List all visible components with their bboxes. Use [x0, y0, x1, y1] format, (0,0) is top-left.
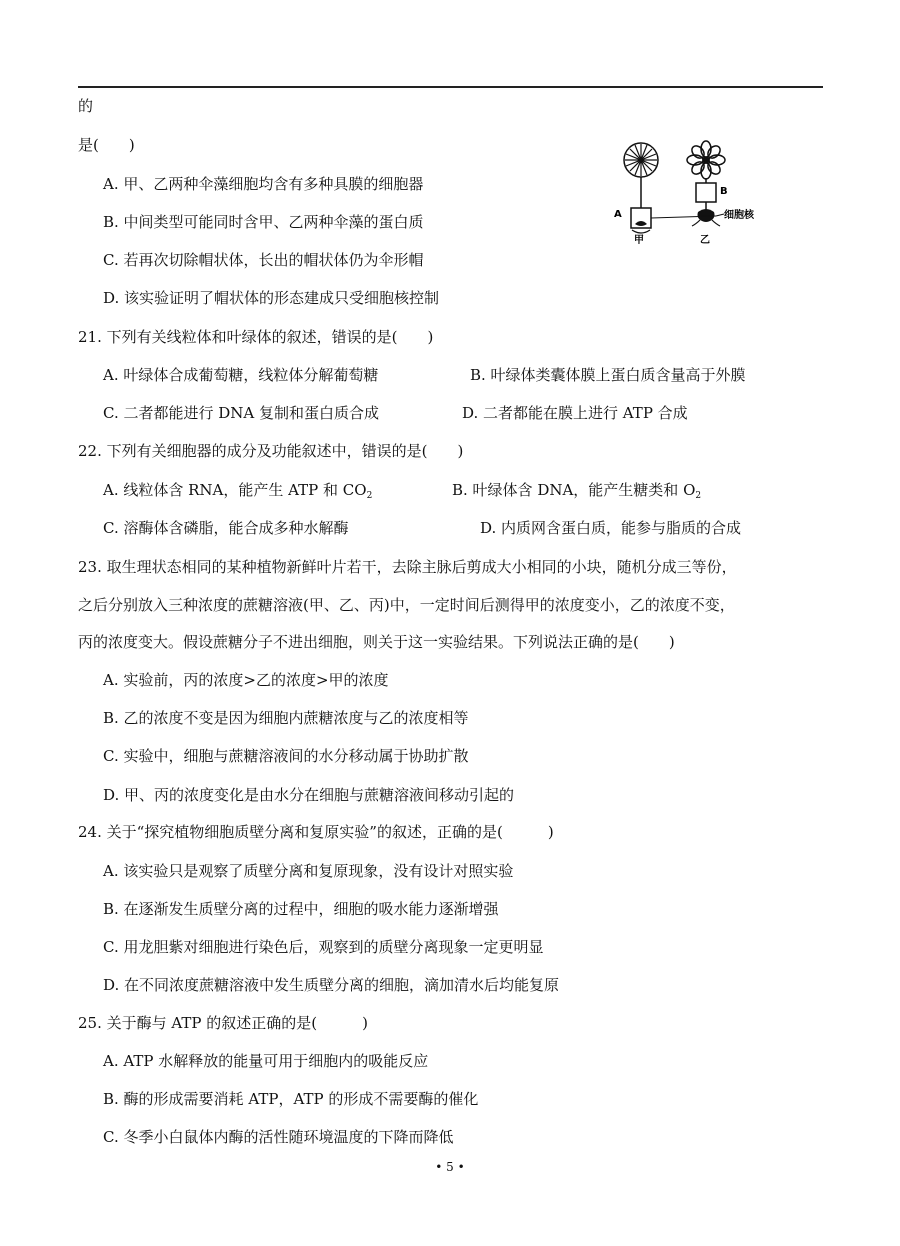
figure-label-b: B	[720, 186, 728, 197]
q21-stem: 21. 下列有关线粒体和叶绿体的叙述，错误的是( )	[78, 328, 434, 346]
q21-option-d: D. 二者都能在膜上进行 ATP 合成	[462, 404, 688, 422]
q25-option-b: B. 酶的形成需要消耗 ATP，ATP 的形成不需要酶的催化	[103, 1090, 479, 1108]
q22-option-a-text: A. 线粒体含 RNA，能产生 ATP 和 CO	[103, 481, 367, 499]
q20-option-c: C. 若再次切除帽状体，长出的帽状体仍为伞形帽	[103, 251, 424, 269]
q24-stem: 24. 关于“探究植物细胞质壁分离和复原实验”的叙述，正确的是( )	[78, 823, 554, 841]
flower-cap-icon	[687, 141, 725, 179]
q23-option-d: D. 甲、丙的浓度变化是由水分在细胞与蔗糖溶液间移动引起的	[103, 786, 515, 804]
q23-option-b: B. 乙的浓度不变是因为细胞内蔗糖浓度与乙的浓度相等	[103, 709, 469, 727]
q23-option-a: A. 实验前，丙的浓度>乙的浓度>甲的浓度	[103, 671, 389, 689]
q23-stem-line-1: 23. 取生理状态相同的某种植物新鲜叶片若干，去除主脉后剪成大小相同的小块，随机分成三等份，	[78, 558, 737, 576]
q24-option-c: C. 用龙胆紫对细胞进行染色后，观察到的质壁分离现象一定更明显	[103, 938, 544, 956]
figure-label-nucleus: 细胞核	[724, 210, 754, 221]
q23-stem-line-2: 之后分别放入三种浓度的蔗糖溶液(甲、乙、丙)中，一定时间后测得甲的浓度变小，乙的浓度不变，	[78, 596, 735, 614]
umbrella-cap-icon	[624, 143, 658, 177]
q25-option-a: A. ATP 水解释放的能量可用于细胞内的吸能反应	[103, 1052, 429, 1070]
q22-stem: 22. 下列有关细胞器的成分及功能叙述中，错误的是( )	[78, 442, 464, 460]
q20-option-a: A. 甲、乙两种伞藻细胞均含有多种具膜的细胞器	[103, 175, 424, 193]
q21-option-c: C. 二者都能进行 DNA 复制和蛋白质合成	[103, 404, 380, 422]
q21-option-b: B. 叶绿体类囊体膜上蛋白质含量高于外膜	[470, 366, 746, 384]
figure-label-yi: 乙	[700, 235, 710, 246]
q20-option-b: B. 中间类型可能同时含甲、乙两种伞藻的蛋白质	[103, 213, 424, 231]
header-rule	[78, 86, 823, 88]
q20-stem-end-2: 是( )	[78, 136, 135, 154]
q20-option-d: D. 该实验证明了帽状体的形态建成只受细胞核控制	[103, 289, 440, 307]
q22-option-d: D. 内质网含蛋白质，能参与脂质的合成	[480, 519, 742, 537]
stalk-segment-b	[696, 183, 716, 202]
page-number: • 5 •	[435, 1160, 465, 1174]
q22-option-b	[452, 480, 701, 506]
q22-option-b-subscript: 2	[695, 491, 702, 501]
figure-label-jia: 甲	[634, 235, 644, 246]
q25-option-c: C. 冬季小白鼠体内酶的活性随环境温度的下降而降低	[103, 1128, 454, 1146]
q21-option-a: A. 叶绿体合成葡萄糖，线粒体分解葡萄糖	[103, 366, 379, 384]
q22-option-a-subscript: 2	[366, 491, 373, 501]
q25-stem: 25. 关于酶与 ATP 的叙述正确的是( )	[78, 1014, 368, 1032]
figure-label-a: A	[614, 209, 622, 220]
q22-option-b-text: B. 叶绿体含 DNA，能产生糖类和 O	[452, 481, 696, 499]
q20-stem-end-1: 的	[78, 97, 94, 115]
q24-option-a: A. 该实验只是观察了质壁分离和复原现象，没有设计对照实验	[103, 862, 514, 880]
q24-option-b: B. 在逐渐发生质壁分离的过程中，细胞的吸水能力逐渐增强	[103, 900, 499, 918]
q23-stem-line-3: 丙的浓度变大。假设蔗糖分子不进出细胞，则关于这一实验结果。下列说法正确的是( )	[78, 633, 675, 651]
q22-option-a	[103, 480, 372, 506]
q23-option-c: C. 实验中，细胞与蔗糖溶液间的水分移动属于协助扩散	[103, 747, 469, 765]
acetabularia-figure	[608, 140, 798, 258]
q24-option-d: D. 在不同浓度蔗糖溶液中发生质壁分离的细胞，滴加清水后均能复原	[103, 976, 560, 994]
q22-option-c: C. 溶酶体含磷脂，能合成多种水解酶	[103, 519, 349, 537]
